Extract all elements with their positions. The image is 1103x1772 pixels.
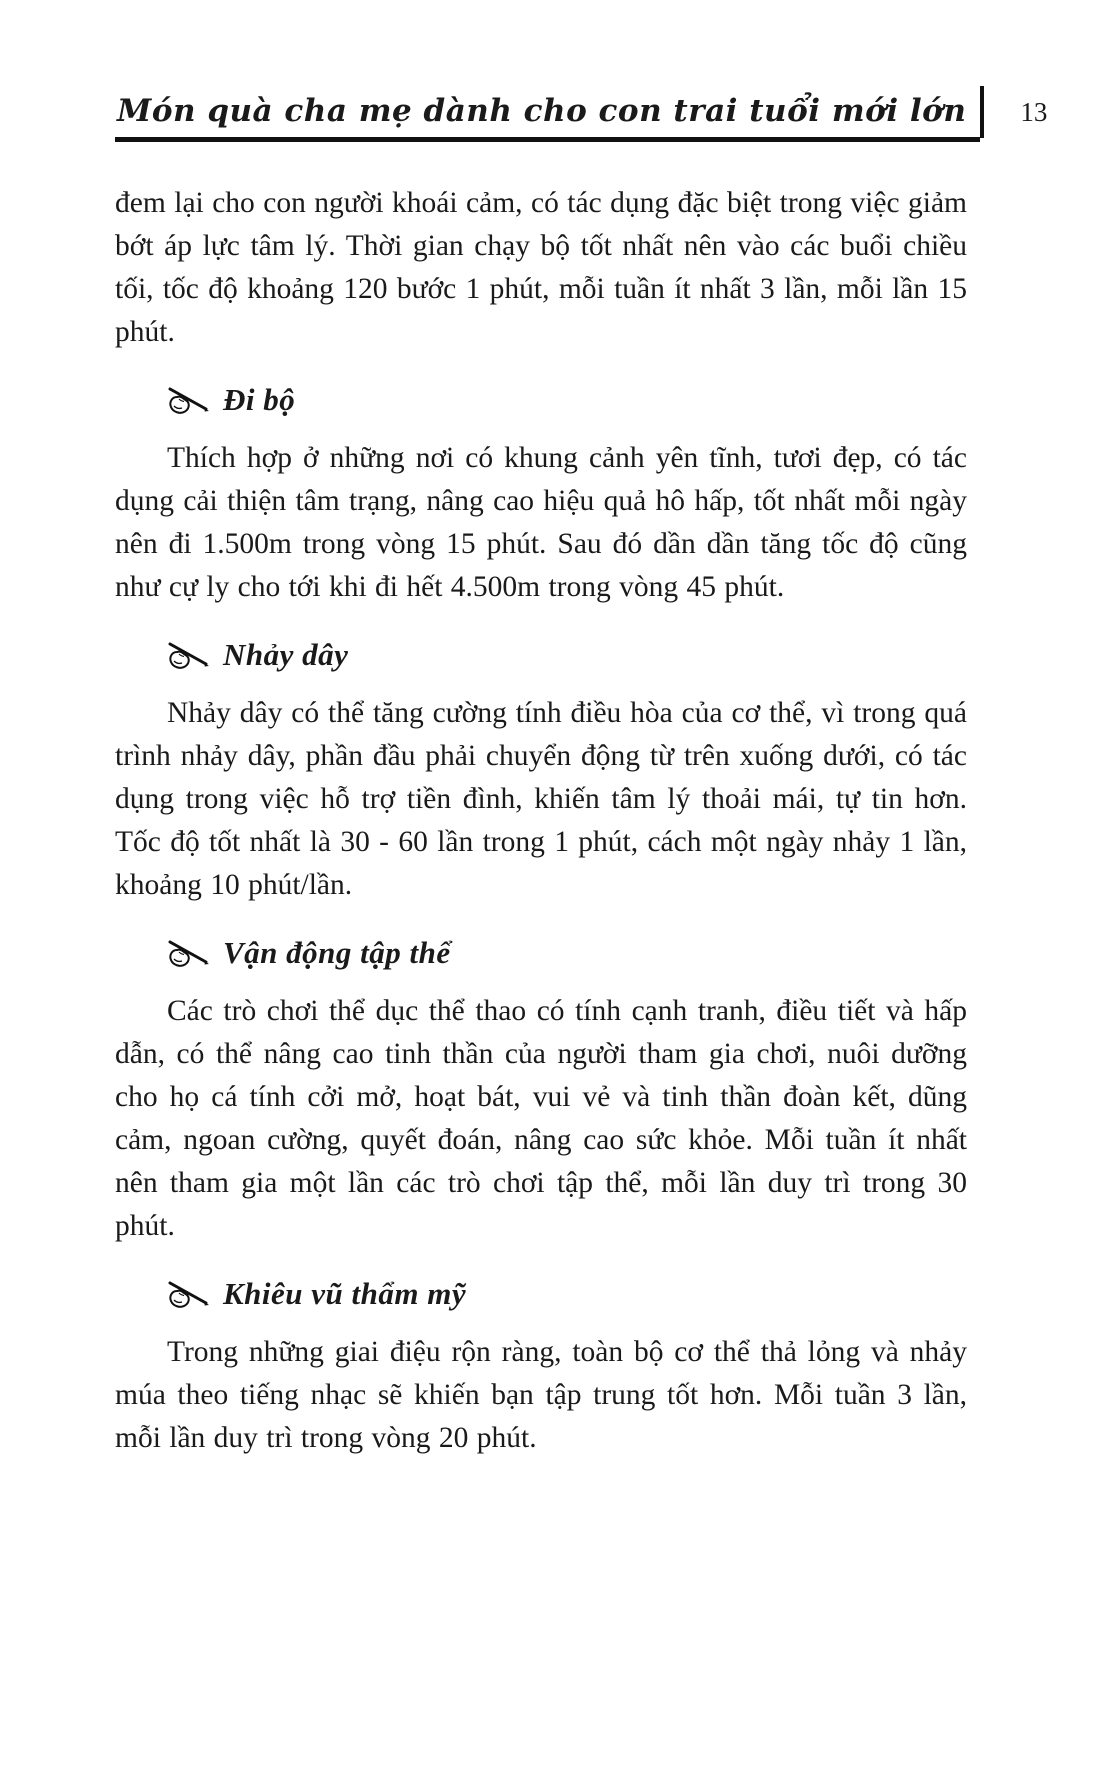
writing-hand-icon	[167, 385, 211, 415]
writing-hand-icon	[167, 640, 211, 670]
page-number: 13	[1020, 97, 1048, 127]
section-heading	[167, 378, 967, 421]
content	[115, 182, 967, 1460]
running-header	[115, 86, 1048, 142]
body-paragraph: Thích hợp ở những nơi có khung cảnh yên tĩnh, tươi đẹp, có tác dụng cải thiện tâm trạng, nâng cao hiệu quả hô hấp, tốt nhất mỗi ngày nên đi 1.500m trong vòng 15 phút. Sau đó dần dần tăng tốc độ cũng như cự ly cho tới khi đi hết 4.500m trong vòng 45 phút.	[115, 442, 967, 603]
section-heading-label: Nhảy dây	[223, 637, 349, 672]
body-paragraph: đem lại cho con người khoái cảm, có tác dụng đặc biệt trong việc giảm bớt áp lực tâm lý. Thời gian chạy bộ tốt nhất nên vào các buổi chiều tối, tốc độ khoảng 120 bước 1 phút, mỗi tuần ít nhất 3 lần, mỗi lần 15 phút.	[115, 187, 967, 348]
header-pagenum-group	[980, 86, 1053, 142]
section-heading	[167, 1272, 967, 1315]
header-divider	[980, 86, 984, 138]
body-paragraph: Nhảy dây có thể tăng cường tính điều hòa của cơ thể, vì trong quá trình nhảy dây, phần đầu phải chuyển động từ trên xuống dưới, có tác dụng trong việc hỗ trợ tiền đình, khiến tâm lý thoải mái, tự tin hơn. Tốc độ tốt nhất là 30 - 60 lần trong 1 phút, cách một ngày nhảy 1 lần, khoảng 10 phút/lần.	[115, 697, 967, 901]
section-heading-label: Vận động tập thể	[223, 935, 451, 970]
section-heading-label: Khiêu vũ thẩm mỹ	[223, 1276, 467, 1311]
writing-hand-icon	[167, 938, 211, 968]
body-paragraph: Các trò chơi thể dục thể thao có tính cạnh tranh, điều tiết và hấp dẫn, có thể nâng cao tinh thần của người tham gia chơi, nuôi dưỡng cho họ cá tính cởi mở, hoạt bát, vui vẻ và tinh thần đoàn kết, dũng cảm, ngoan cường, quyết đoán, nâng cao sức khỏe. Mỗi tuần ít nhất nên tham gia một lần các trò chơi tập thể, mỗi lần duy trì trong 30 phút.	[115, 995, 967, 1242]
writing-hand-icon	[167, 1279, 211, 1309]
section-heading	[167, 633, 967, 676]
section-heading	[167, 931, 967, 974]
body-paragraph: Trong những giai điệu rộn ràng, toàn bộ cơ thể thả lỏng và nhảy múa theo tiếng nhạc sẽ khiến bạn tập trung tốt hơn. Mỗi tuần 3 lần, mỗi lần duy trì trong vòng 20 phút.	[115, 1336, 967, 1454]
header-title: Món quà cha mẹ dành cho con trai tuổi mới lớn	[115, 93, 980, 142]
section-heading-label: Đi bộ	[223, 382, 296, 417]
